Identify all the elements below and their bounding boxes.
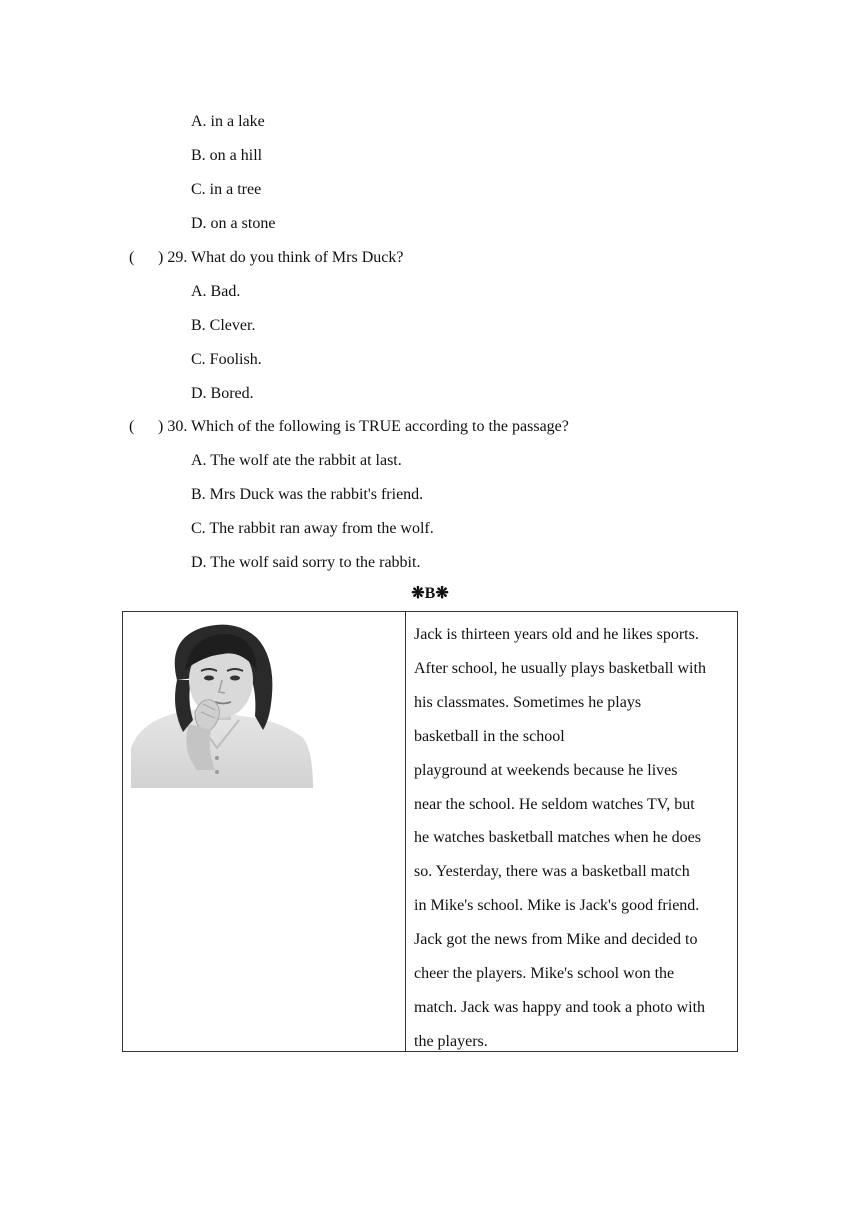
q30-option-d: D. The wolf said sorry to the rabbit. — [191, 554, 421, 571]
passage-line: so. Yesterday, there was a basketball match — [414, 863, 690, 881]
passage-line: After school, he usually plays basketball with — [414, 659, 706, 677]
question-29 — [129, 248, 403, 268]
reading-table — [122, 611, 738, 1052]
passage-line: Jack got the news from Mike and decided to — [414, 931, 698, 949]
q28-option-c: C. in a tree — [191, 181, 262, 198]
passage-line: cheer the players. Mike's school won the — [414, 965, 675, 983]
passage-line: he watches basketball matches when he does — [414, 829, 702, 847]
answer-blank-30[interactable]: ( — [129, 418, 135, 435]
q30-option-c: C. The rabbit ran away from the wolf. — [191, 520, 434, 537]
q30-option-a: A. The wolf ate the rabbit at last. — [191, 452, 402, 469]
passage-line: match. Jack was happy and took a photo with — [414, 998, 706, 1016]
q29-option-b: B. Clever. — [191, 317, 256, 334]
q29-option-a: A. Bad. — [191, 283, 241, 300]
boy-thinking-photo — [131, 620, 313, 788]
q29-option-d: D. Bored. — [191, 385, 254, 402]
question-29-text: ) 29. What do you think of Mrs Duck? — [158, 249, 404, 266]
answer-blank-29[interactable]: ( — [129, 249, 135, 266]
table-divider — [405, 612, 406, 1051]
passage-line: near the school. He seldom watches TV, but — [414, 795, 695, 813]
passage-line: his classmates. Sometimes he plays — [414, 693, 642, 711]
q28-option-a: A. in a lake — [191, 113, 265, 130]
passage-text — [414, 618, 736, 1059]
question-30 — [129, 417, 569, 437]
passage-line: in Mike's school. Mike is Jack's good friend. — [414, 897, 700, 915]
q28-option-d: D. on a stone — [191, 215, 276, 232]
q30-option-b: B. Mrs Duck was the rabbit's friend. — [191, 486, 424, 503]
passage-line: the players. — [414, 1032, 488, 1050]
passage-line: playground at weekends because he lives — [414, 761, 678, 779]
q28-option-b: B. on a hill — [191, 147, 263, 164]
passage-line: Jack is thirteen years old and he likes sports. — [414, 626, 699, 643]
question-30-text: ) 30. Which of the following is TRUE according to the passage? — [158, 418, 569, 435]
passage-line: basketball in the school — [414, 727, 565, 745]
section-b-title: ❋B❋ — [411, 585, 449, 602]
q29-option-c: C. Foolish. — [191, 351, 262, 368]
